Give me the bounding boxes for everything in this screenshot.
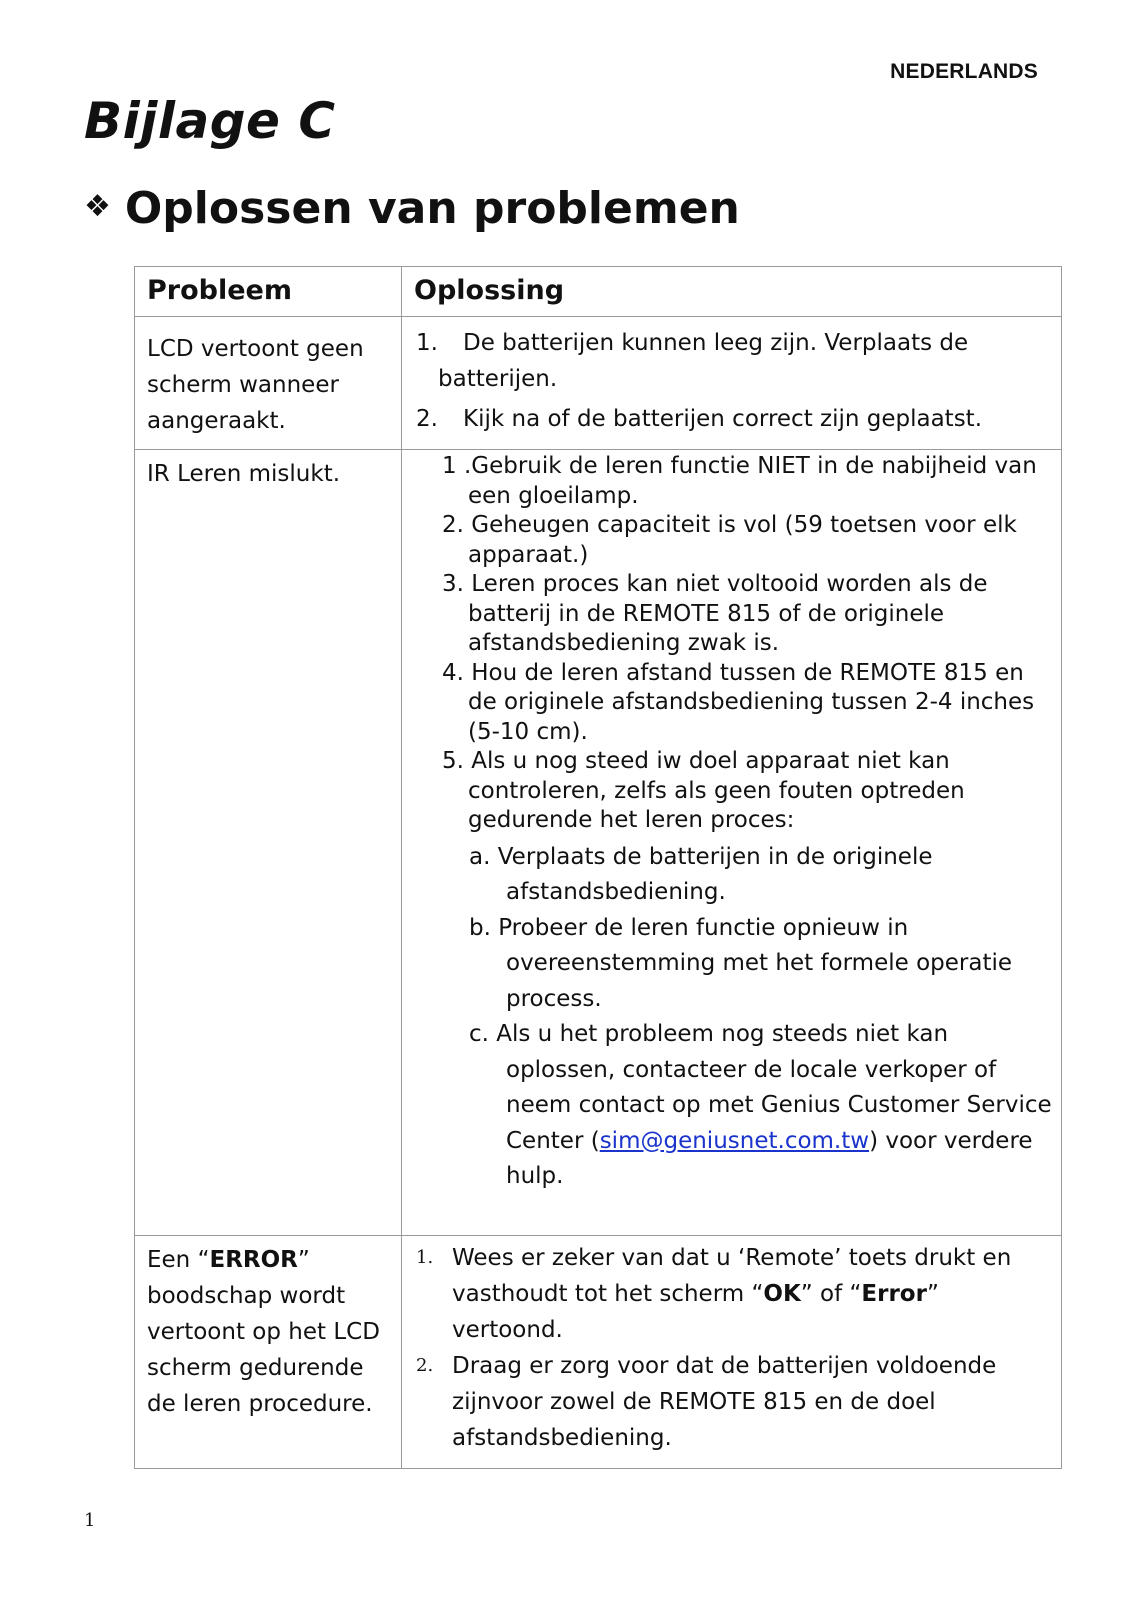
page-number: 1 bbox=[84, 1510, 96, 1531]
support-email-link[interactable]: sim@geniusnet.com.tw bbox=[599, 1127, 870, 1154]
problem-cell: LCD vertoont geen scherm wanneer aangeraakt. bbox=[135, 317, 402, 450]
section-heading bbox=[84, 183, 740, 234]
sub-list-item: a. Verplaats de batterijen in de originele afstandsbediening. bbox=[469, 843, 933, 905]
table-row bbox=[135, 450, 1062, 1236]
sub-list-item: b. Probeer de leren functie opnieuw in overeenstemming met het formele operatie process. bbox=[469, 914, 1012, 1012]
sub-list-item: c. Als u het probleem nog steeds niet kan oplossen, contacteer de locale verkoper of neem contact op met Genius Customer Service Center (sim@geniusnet.com.tw) voor verdere hulp. bbox=[469, 1021, 1052, 1189]
solution-cell bbox=[402, 1235, 1062, 1468]
problem-cell: Een “ERROR” boodschap wordt vertoont op het LCD scherm gedurende de leren procedure. bbox=[135, 1235, 402, 1468]
list-item: 1. De batterijen kunnen leeg zijn. Verplaats de batterijen. bbox=[416, 330, 969, 392]
diamond-bullet-icon: ❖ bbox=[84, 189, 111, 224]
language-label: NEDERLANDS bbox=[890, 60, 1038, 83]
table-row bbox=[135, 1235, 1062, 1468]
list-item: 2. Draag er zorg voor dat de batterijen voldoende zijnvoor zowel de REMOTE 815 en de doel afstandsbediening. bbox=[416, 1352, 997, 1451]
list-item: 1 .Gebruik de leren functie NIET in de nabijheid van een gloeilamp. bbox=[442, 453, 1037, 509]
solution-cell bbox=[402, 317, 1062, 450]
list-item: 3. Leren proces kan niet voltooid worden als de batterij in de REMOTE 815 of de originele afstandsbediening zwak is. bbox=[442, 571, 988, 656]
list-item: 5. Als u nog steed iw doel apparaat niet kan controleren, zelfs als geen fouten optreden gedurende het leren proces: bbox=[442, 748, 965, 833]
section-heading-text: Oplossen van problemen bbox=[124, 183, 740, 234]
list-item: 4. Hou de leren afstand tussen de REMOTE 815 en de originele afstandsbediening tussen 2-4 inches (5-10 cm). bbox=[442, 659, 1035, 745]
column-header-solution: Oplossing bbox=[402, 267, 1062, 317]
problem-cell: IR Leren mislukt. bbox=[135, 450, 402, 1236]
list-item: 1. Wees er zeker van dat u ‘Remote’ toets drukt en vasthoudt tot het scherm “OK” of “Error” vertoond. bbox=[416, 1244, 1012, 1343]
list-item: 2. Kijk na of de batterijen correct zijn geplaatst. bbox=[416, 406, 983, 432]
column-header-problem: Probleem bbox=[135, 267, 402, 317]
table-row bbox=[135, 317, 1062, 450]
solution-cell bbox=[402, 450, 1062, 1236]
troubleshooting-table bbox=[134, 266, 1062, 1469]
table-header-row bbox=[135, 267, 1062, 317]
page-title: Bijlage C bbox=[84, 92, 336, 150]
list-item: 2. Geheugen capaciteit is vol (59 toetsen voor elk apparaat.) bbox=[442, 512, 1017, 568]
